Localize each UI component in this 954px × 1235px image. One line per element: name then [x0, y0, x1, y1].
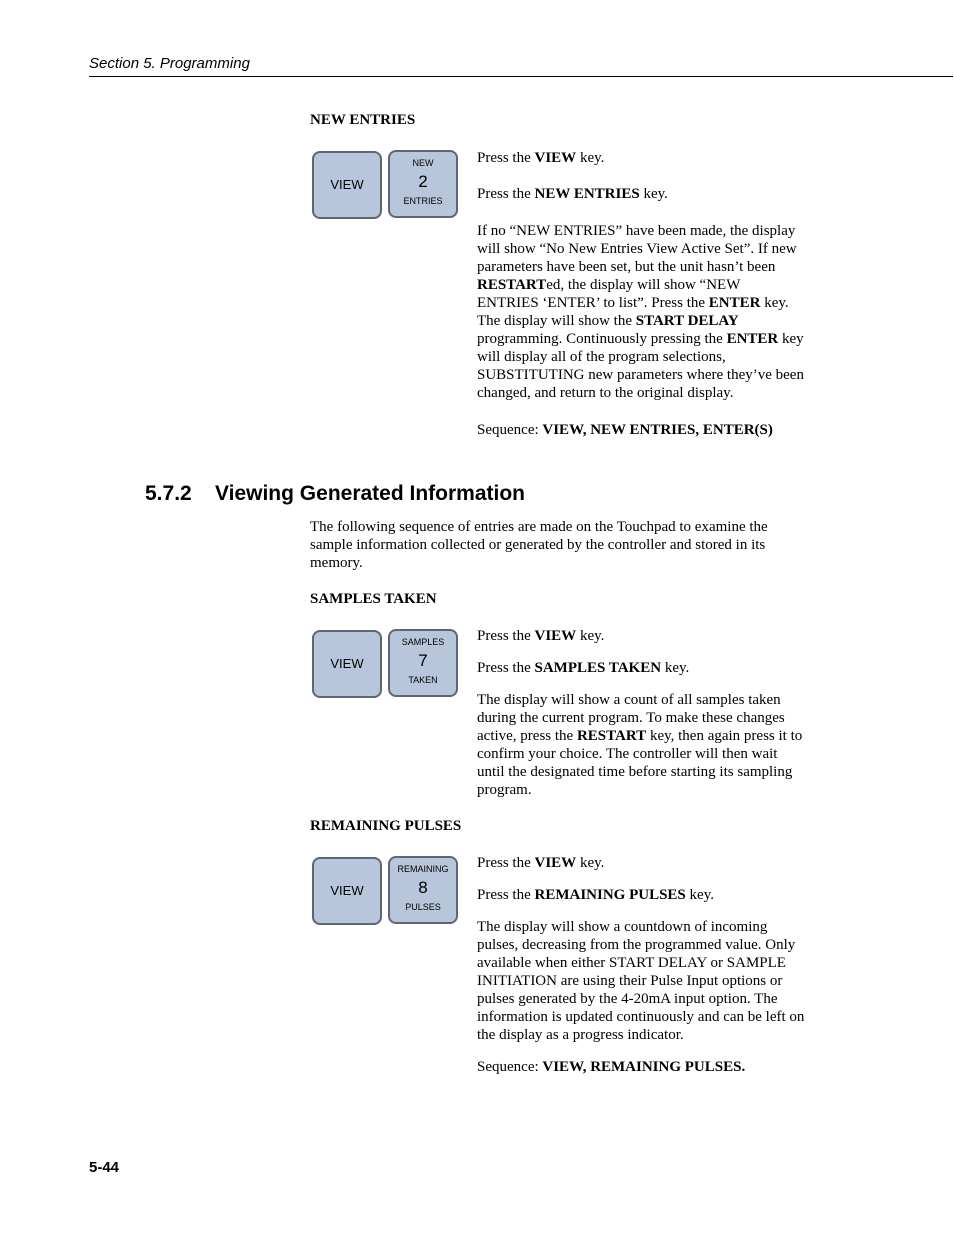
- remaining-pulses-key: [388, 856, 458, 924]
- sequence-paragraph: Sequence: VIEW, NEW ENTRIES, ENTER(S): [477, 422, 773, 438]
- description-paragraph: The display will show a count of all samples taken during the current program. To make these changes active, press the RESTART key, then again press it to confirm your choice. The controller will then wait until the designated time before starting its sampling program.: [477, 692, 803, 798]
- key-top-label: REMAINING: [397, 864, 449, 874]
- samples-taken-instructions: [477, 627, 805, 799]
- key-digit: 2: [418, 172, 428, 191]
- instruction-paragraph: Press the VIEW key.: [477, 150, 605, 166]
- view-key-label: VIEW: [330, 656, 364, 671]
- remaining-pulses-heading: REMAINING PULSES: [310, 818, 462, 834]
- key-top-label: SAMPLES: [401, 637, 445, 647]
- view-key: [312, 857, 382, 925]
- remaining-pulses-instructions: [477, 854, 805, 1076]
- intro-paragraph: The following sequence of entries are made on the Touchpad to examine the sample information collected or generated by the controller and stored in its memory.: [310, 519, 768, 571]
- instruction-paragraph: Press the SAMPLES TAKEN key.: [477, 660, 690, 676]
- section-number: 5.7.2: [145, 482, 192, 505]
- key-bottom-label: ENTRIES: [403, 196, 443, 206]
- view-key-label: VIEW: [330, 177, 364, 192]
- key-bottom-label: PULSES: [405, 902, 441, 912]
- instruction-paragraph: Press the VIEW key.: [477, 628, 605, 644]
- page-number: 5-44: [89, 1159, 120, 1176]
- key-bottom-label: TAKEN: [408, 675, 438, 685]
- section-title: Viewing Generated Information: [215, 482, 525, 505]
- key-top-label: NEW: [412, 158, 434, 168]
- sequence-paragraph: Sequence: VIEW, REMAINING PULSES.: [477, 1059, 746, 1075]
- header-rule: [89, 76, 953, 77]
- new-entries-heading: NEW ENTRIES: [310, 112, 416, 128]
- description-paragraph: If no “NEW ENTRIES” have been made, the display will show “No New Entries View Active Set”. If new parameters have been set, but the unit hasn’t been RESTARTed, the display will show “NEW ENTRIES ‘ENTER’ to list”. Press the ENTER key. The display will show the START DELAY programming. Continuously pressing the ENTER key will display all of the program selections, SUBSTITUTING new parameters where they’ve been changed, and return to the original display.: [477, 223, 804, 401]
- new-entries-key: [388, 150, 458, 218]
- samples-taken-heading: SAMPLES TAKEN: [310, 591, 437, 607]
- view-key-label: VIEW: [330, 883, 364, 898]
- instruction-paragraph: Press the NEW ENTRIES key.: [477, 186, 668, 202]
- samples-taken-key: [388, 629, 458, 697]
- instruction-paragraph: Press the REMAINING PULSES key.: [477, 887, 714, 903]
- instruction-paragraph: Press the VIEW key.: [477, 855, 605, 871]
- running-header: Section 5. Programming: [89, 55, 250, 72]
- description-paragraph: The display will show a countdown of incoming pulses, decreasing from the programmed value. Only available when either START DELAY or SAMPLE INITIATION are using their Pulse Input options or pulses generated by the 4-20mA input option. The information is updated continuously and can be left on the display as a progress indicator.: [477, 919, 805, 1043]
- new-entries-instructions: [477, 149, 805, 439]
- view-key: [312, 630, 382, 698]
- key-digit: 7: [418, 651, 428, 670]
- section-heading: [145, 482, 525, 506]
- view-key: [312, 151, 382, 219]
- key-digit: 8: [418, 878, 428, 897]
